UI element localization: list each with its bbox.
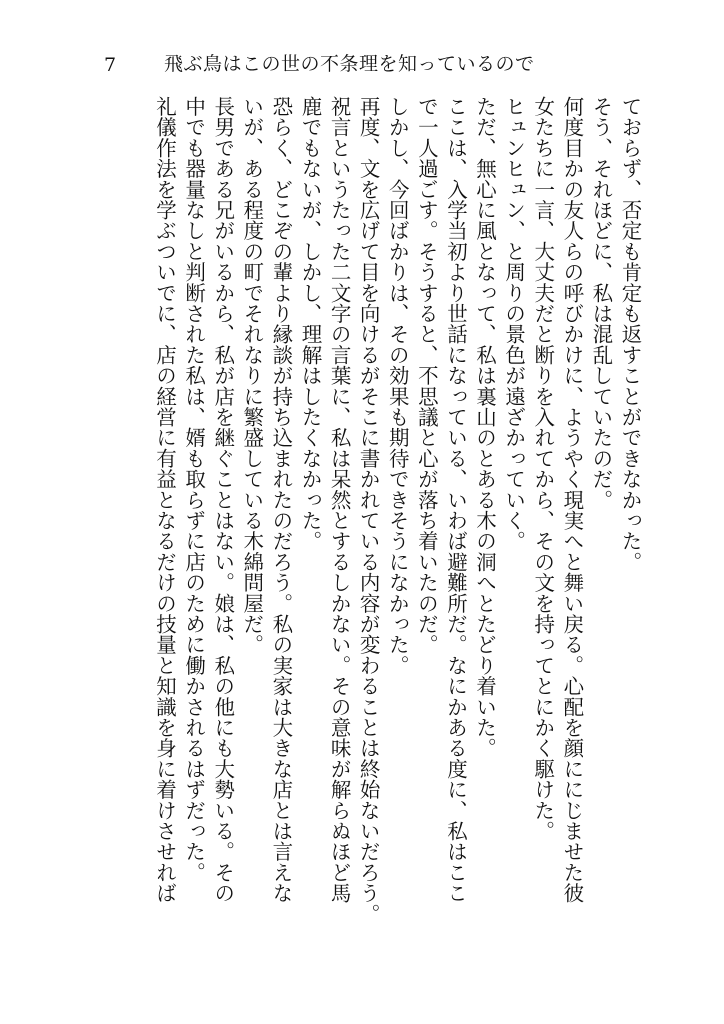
text-line: 恐らく、どこぞの輩より縁談が持ち込まれたのだろう。私の実家は大きな店とは言えな [268, 96, 293, 904]
text-line: ておらず、否定も肯定も返すことができなかった。 [618, 96, 642, 573]
text-line: 祝言というたった二文字の言葉に、私は呆然とするしかない。その意味が解らぬほど馬 [327, 96, 352, 904]
text-line: 女たちに一言、大丈夫だと断りを入れてから、その文を持ってとにかく駆けた。 [530, 96, 555, 842]
text-line: 長男である兄がいるから、私が店を継ぐことはない。娘は、私の他にも大勢いる。その [210, 96, 235, 904]
text-line: 再度、文を広げて目を向けるがそこに書かれている内容が変わることは終始ないだろう。 [356, 96, 381, 924]
text-line: いが、ある程度の町でそれなりに繁盛している木綿問屋だ。 [239, 96, 264, 655]
text-line: ヒュンヒュン、と周りの景色が遠ざかっていく。 [501, 96, 526, 552]
text-line: そう、それほどに、私は混乱していたのだ。 [588, 96, 613, 510]
text-line: で一人過ごす。そうすると、不思議と心が落ち着いたのだ。 [414, 96, 439, 655]
page-number: 7 [104, 54, 117, 76]
text-line: 鹿でもないが、しかし、理解はしたくなかった。 [297, 96, 322, 552]
text-line: しかし、今回ばかりは、その効果も期待できそうになかった。 [385, 96, 410, 676]
text-line: ここは、入学当初より世話になっている、いわば避難所だ。なにかある度に、私はここ [443, 96, 468, 904]
text-line: 礼儀作法を学ぶついでに、店の経営に有益となるだけの技量と知識を身に着けさせれば [152, 96, 177, 904]
text-line: ただ、無心に風となって、私は裏山のとある木の洞へとたどり着いた。 [472, 96, 497, 759]
text-line: 中でも器量なしと判断された私は、婿も取らずに店のために働かされるはずだった。 [181, 96, 206, 883]
body-text [80, 96, 644, 956]
running-title: 飛ぶ鳥はこの世の不条理を知っているので [164, 53, 535, 75]
text-line: 何度目かの友人らの呼びかけに、ようやく現実へと舞い戻る。心配を顔ににじませた彼 [559, 96, 584, 904]
